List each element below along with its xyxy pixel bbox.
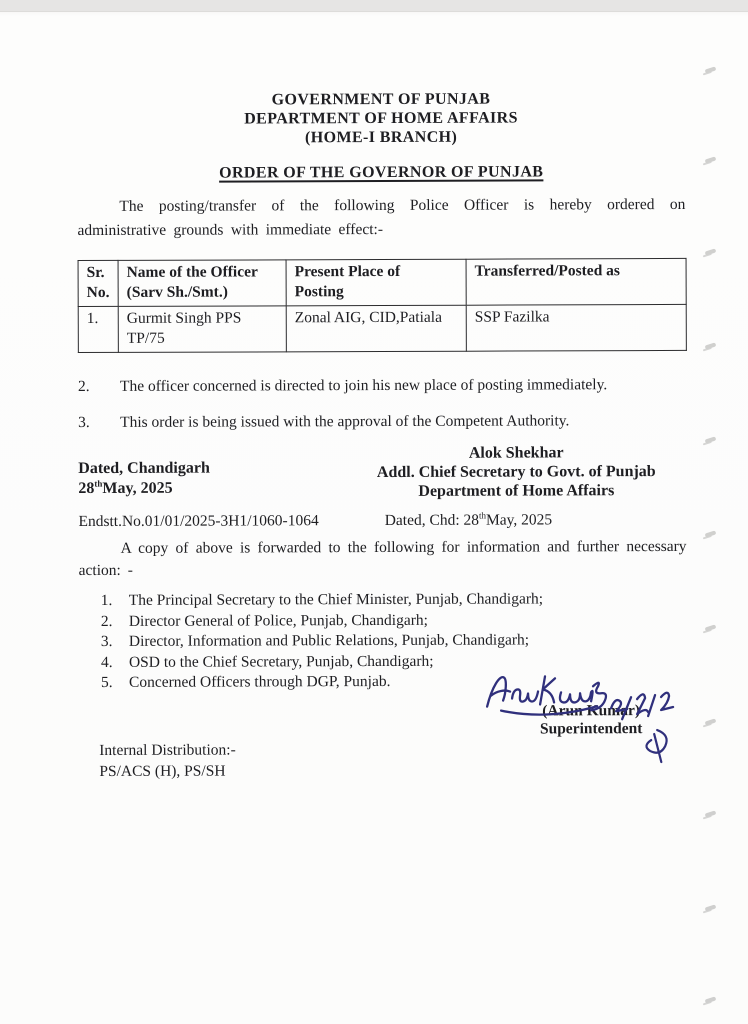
list-item xyxy=(101,589,687,612)
signatory-designation: Addl. Chief Secretary to Govt. of Punjab xyxy=(376,463,656,482)
scan-artifact xyxy=(705,530,717,537)
internal-distribution-value: PS/ACS (H), PS/SH xyxy=(99,762,226,780)
list-item xyxy=(101,630,687,653)
signatory-department: Department of Home Affairs xyxy=(418,482,615,500)
dated-block xyxy=(78,445,210,502)
department-line: DEPARTMENT OF HOME AFFAIRS xyxy=(244,109,518,128)
list-item xyxy=(101,609,687,632)
list-text: Concerned Officers through DGP, Punjab. xyxy=(128,672,391,691)
scan-artifact xyxy=(705,996,717,1003)
clause-text: This order is being issued with the approval of the Competent Authority. xyxy=(120,412,570,431)
table-row xyxy=(78,304,686,352)
date-day: 28 xyxy=(78,480,95,498)
cell-present-place: Zonal AIG, CID,Patiala xyxy=(286,305,466,352)
list-text: The Principal Secretary to the Chief Minister, Punjab, Chandigarh; xyxy=(128,590,544,609)
scan-artifact xyxy=(705,624,717,631)
header-sr-no: Sr. No. xyxy=(78,260,118,306)
header-present-place: Present Place of Posting xyxy=(286,259,466,306)
handwritten-signature xyxy=(479,663,699,722)
scan-artifact xyxy=(705,342,717,349)
intro-paragraph: The posting/transfer of the following Police Officer is hereby ordered on administrative grounds with immediate effect:- xyxy=(77,195,686,240)
document-body xyxy=(77,0,688,782)
date-ordinal: th xyxy=(94,478,103,489)
signatory-block xyxy=(346,443,686,501)
signature-flourish xyxy=(635,725,677,765)
list-number: 1. xyxy=(100,591,113,609)
clause-2 xyxy=(78,374,686,397)
signatory-typed-designation: Superintendent xyxy=(539,719,643,737)
list-number: 2. xyxy=(100,612,113,630)
signature-row xyxy=(78,443,686,502)
list-text: Director General of Police, Punjab, Chandigarh; xyxy=(128,611,428,630)
endorsement-date xyxy=(385,509,553,531)
endorsement-date-suffix: May, 2025 xyxy=(485,511,553,529)
internal-distribution-label: Internal Distribution:- xyxy=(99,741,236,759)
govt-line: GOVERNMENT OF PUNJAB xyxy=(271,90,491,109)
letterhead xyxy=(77,89,685,148)
posting-table xyxy=(78,258,687,353)
list-text: Director, Information and Public Relations, Punjab, Chandigarh; xyxy=(128,631,530,650)
table-header-row xyxy=(78,258,686,306)
cell-officer-name: Gurmit Singh PPS TP/75 xyxy=(118,306,286,353)
scan-artifact xyxy=(705,718,717,725)
clause-number: 2. xyxy=(77,378,90,396)
signatory-typed-name: (Arun Kumar) xyxy=(542,701,641,719)
copy-forward-paragraph: A copy of above is forwarded to the following for information and further necessary action: - xyxy=(78,537,687,580)
scan-artifact xyxy=(705,810,717,817)
cell-sr-no: 1. xyxy=(78,306,118,352)
branch-line: (HOME-I BRANCH) xyxy=(304,128,458,147)
scan-artifact xyxy=(705,248,717,255)
endorsement-date-ordinal: th xyxy=(478,510,487,521)
superintendent-signature-block xyxy=(501,701,681,738)
header-officer-name: Name of the Officer (Sarv Sh./Smt.) xyxy=(118,260,286,307)
scan-artifact xyxy=(705,436,717,443)
list-text: OSD to the Chief Secretary, Punjab, Chandigarh; xyxy=(128,652,434,671)
clause-3 xyxy=(78,410,686,433)
scan-artifact xyxy=(705,904,717,911)
clause-number: 3. xyxy=(78,414,90,432)
endorsement-row xyxy=(78,509,686,532)
list-number: 3. xyxy=(100,632,113,650)
scan-artifact xyxy=(705,156,717,163)
list-number: 4. xyxy=(100,653,113,671)
clause-text: The officer concerned is directed to join his new place of posting immediately. xyxy=(119,376,608,395)
endorsement-number: Endstt.No.01/01/2025-3H1/1060-1064 xyxy=(78,512,319,531)
list-number: 5. xyxy=(100,673,113,691)
endorsement-date-prefix: Dated, Chd: 28 xyxy=(384,511,480,529)
internal-distribution xyxy=(99,737,687,781)
date-month-year: May, 2025 xyxy=(102,479,173,497)
dated-date xyxy=(78,479,210,499)
signatory-name: Alok Shekhar xyxy=(468,444,564,462)
header-transferred: Transferred/Posted as xyxy=(466,258,686,305)
order-title: ORDER OF THE GOVERNOR OF PUNJAB xyxy=(219,163,544,182)
scan-artifact xyxy=(705,66,717,73)
cell-transferred: SSP Fazilka xyxy=(466,304,686,351)
dated-place: Dated, Chandigarh xyxy=(78,459,210,478)
